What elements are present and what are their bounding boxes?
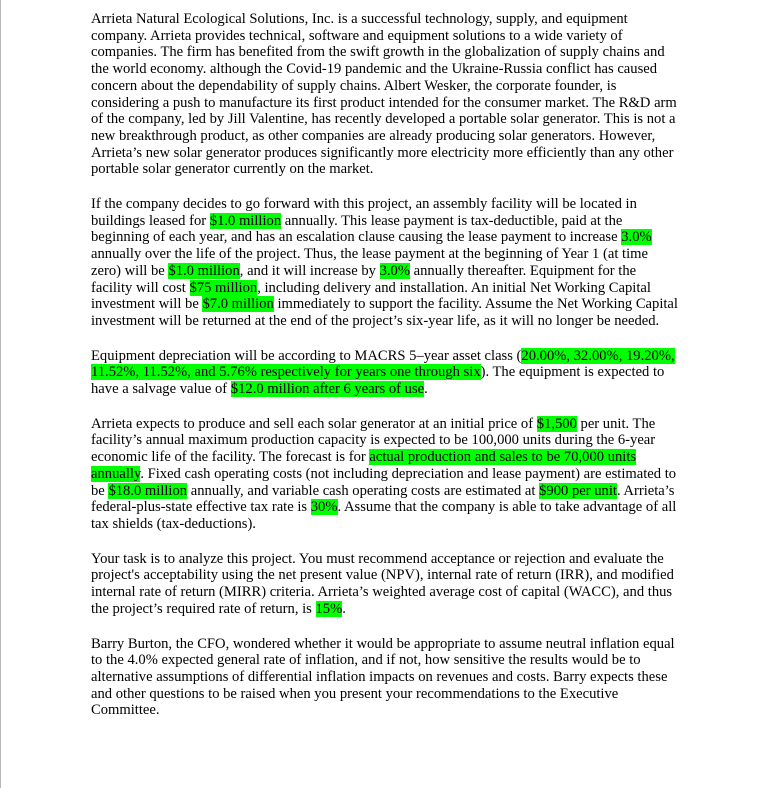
paragraph-5 xyxy=(91,551,679,618)
text-run: per unit. The facility’s annual maximum production capacity is expected to be 100,000 units during the 6-year economic life of the facility. The forecast is for xyxy=(91,415,656,466)
text-run: Barry Burton, the CFO, wondered whether it would be appropriate to assume neutral inflation equal to the 4.0% expected general rate of inflation, and if not, how sensitive the results would be to alternative assumptions of differential inflation impacts on revenues and costs. Barry expects these and other questions to be raised when you present your recommendations to the Executive Committee. xyxy=(91,635,675,719)
highlighted-value: 15% xyxy=(315,600,343,617)
text-run: Arrieta expects to produce and sell each solar generator at an initial price of xyxy=(91,415,537,432)
text-run: If the company decides to go forward with this project, an assembly facility will be located in buildings leased for xyxy=(91,196,637,229)
text-run: , including delivery and installation. An initial Net Working Capital investment will be xyxy=(91,279,651,313)
text-run: Your task is to analyze this project. You must recommend acceptance or rejection and evaluate the project's acceptability using the net present value (NPV), internal rate of return (IRR), and modified internal rate of return (MIRR) criteria. Arrieta’s weighted average cost of capital (WACC), and thus the project’s required rate of return, is xyxy=(91,550,674,617)
text-run: . Arrieta’s federal-plus-state effective tax rate is xyxy=(91,482,675,516)
text-run: annually, and variable cash operating costs are estimated at xyxy=(187,482,540,499)
highlighted-value: $12.0 million after 6 years of use xyxy=(230,381,425,398)
highlighted-value: $900 per unit xyxy=(539,482,617,499)
text-run: annually thereafter. Equipment for the facility will cost xyxy=(91,262,637,296)
text-run: . Fixed cash operating costs (not including depreciation and lease payment) are estimated to be xyxy=(91,465,677,499)
text-run: Equipment depreciation will be according to MACRS 5–year asset class ( xyxy=(91,347,522,364)
paragraph-1 xyxy=(91,11,679,178)
highlighted-value: 3.0% xyxy=(621,229,652,246)
highlighted-value: 30% xyxy=(310,499,338,516)
text-run: Arrieta Natural Ecological Solutions, Inc. is a successful technology, supply, and equipment company. Arrieta provides technical, software and equipment solutions to a wide variety of companies. The firm has benefited from the swift growth in the globalization of supply chains and the world economy. although the Covid-19 pandemic and the Ukraine-Russia conflict has caused concern about the dependability of supply chains. Albert Wesker, the corporate founder, is considering a push to manufacture its first product intended for the consumer market. The R&D arm of the company, led by Jill Valentine, has recently developed a portable solar generator. This is not a new breakthrough product, as other companies are already producing solar generators. However, Arrieta’s new solar generator produces significantly more electricity more efficiently than any other portable solar generator currently on the market. xyxy=(91,11,677,178)
paragraph-4 xyxy=(91,416,679,533)
paragraph-2 xyxy=(91,196,679,330)
paragraph-6 xyxy=(91,636,679,720)
text-run: . xyxy=(342,600,346,617)
highlighted-value: $7.0 million xyxy=(202,296,274,313)
highlighted-value: $18.0 million xyxy=(108,482,188,499)
highlighted-value: $1,500 xyxy=(536,415,577,432)
text-run: , and it will increase by xyxy=(239,262,380,279)
text-run: annually. This lease payment is tax-deductible, paid at the beginning of each year, and has an escalation clause causing the lease payment to increase xyxy=(91,212,623,246)
page-edge xyxy=(0,0,1,788)
paragraph-3 xyxy=(91,348,679,398)
highlighted-value: $1.0 million xyxy=(168,262,240,279)
text-run: . Assume that the company is able to take advantage of all tax shields (tax-deductions). xyxy=(91,499,677,532)
text-run: immediately to support the facility. Assume the Net Working Capital investment will be returned at the end of the project’s six-year life, as it will no longer be needed. xyxy=(91,296,678,329)
highlighted-value: 20.00%, 32.00%, 19.20%, 11.52%, 11.52%, and 5.76% respectively for years one through six xyxy=(91,347,675,381)
highlighted-value: actual production and sales to be 70,000 units annually xyxy=(91,449,637,482)
document-body xyxy=(91,11,679,737)
text-run: . xyxy=(424,381,428,398)
highlighted-value: $1.0 million xyxy=(209,212,282,229)
highlighted-value: $75 million xyxy=(189,279,258,296)
text-run: ). The equipment is expected to have a salvage value of xyxy=(91,364,665,398)
text-run: annually over the life of the project. Thus, the lease payment at the beginning of Year 1 (at time zero) will be xyxy=(91,246,648,279)
highlighted-value: 3.0% xyxy=(379,262,410,279)
